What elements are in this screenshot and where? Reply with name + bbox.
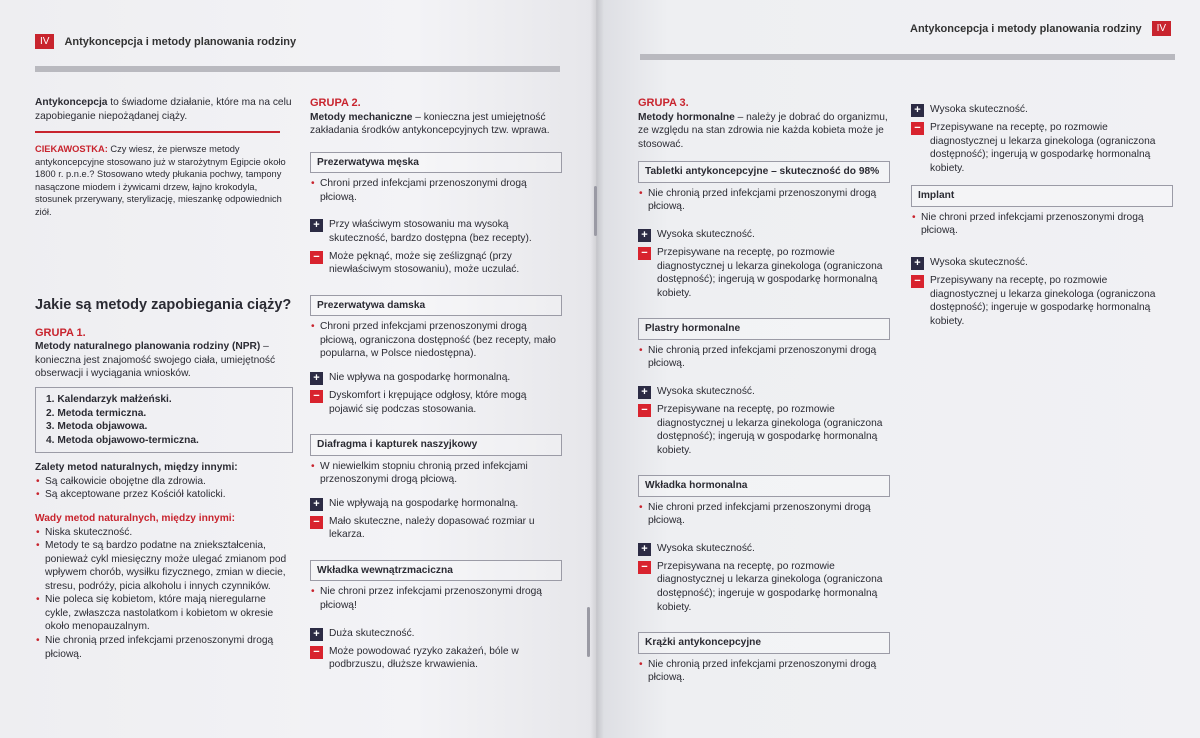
left-header (35, 34, 296, 49)
method-bullet: • Nie chroni przez infekcjami przenoszonymi drogą płciową! (310, 585, 562, 612)
disadvantage-row (638, 560, 890, 614)
disadvantage-row (310, 515, 562, 542)
group2-label: GRUPA 2. (310, 97, 361, 109)
cons-title: Wady metod naturalnych, między innymi: (35, 512, 236, 524)
cons-item: • Niska skuteczność. (35, 526, 293, 540)
plus-icon: + (310, 498, 323, 511)
minus-icon: − (310, 516, 323, 529)
method-box-title: Prezerwatywa męska (310, 152, 562, 174)
method-bullet: • Nie chronią przed infekcjami przenoszonymi drogą płciową. (638, 344, 890, 371)
advantage-text: Przy właściwym stosowaniu ma wysoką skuteczność, bardzo dostępna (bez recepty). (329, 219, 532, 244)
minus-icon: − (911, 275, 924, 288)
group3-desc (638, 111, 890, 152)
section-title: Jakie są metody zapobiegania ciąży? (35, 297, 292, 314)
method-box-title: Prezerwatywa damska (310, 295, 562, 317)
minus-icon: − (310, 646, 323, 659)
method-bullet: • Nie chronią przed infekcjami przenoszonymi drogą płciową. (638, 658, 890, 685)
disadvantage-text: Dyskomfort i krępujące odgłosy, które mogą pojawić się podczas stosowania. (329, 389, 527, 415)
disadvantage-row (638, 246, 890, 300)
group3-name: Metody hormonalne (638, 111, 735, 123)
chapter-badge: IV (1152, 21, 1171, 36)
advantage-text: Wysoka skuteczność. (657, 229, 755, 240)
pros-title: Zalety metod naturalnych, między innymi: (35, 462, 238, 474)
disadvantage-text: Mało skuteczne, należy dopasować rozmiar u lekarza. (329, 515, 535, 541)
group1-name: Metody naturalnego planowania rodziny (NPR) (35, 341, 261, 353)
advantage-text: Duża skuteczność. (329, 627, 415, 639)
group2-name: Metody mechaniczne (310, 111, 413, 123)
advantage-row (638, 228, 890, 242)
minus-icon: − (638, 561, 651, 574)
right-header-rule (640, 54, 1175, 60)
fact-paragraph (35, 143, 293, 218)
advantage-row (911, 103, 1173, 117)
minus-icon: − (310, 390, 323, 403)
intro-term: Antykoncepcja (35, 97, 108, 108)
plus-icon: + (638, 543, 651, 556)
group1-desc (35, 340, 293, 381)
advantage-text: Wysoka skuteczność. (930, 256, 1028, 268)
plus-icon: + (911, 257, 924, 270)
disadvantage-row (310, 250, 562, 277)
disadvantage-row (310, 645, 562, 672)
column-3 (638, 96, 890, 685)
method-bullet: • Nie chroni przed infekcjami przenoszonymi drogą płciową. (638, 501, 890, 528)
pros-item: • Są całkowicie obojętne dla zdrowia. (35, 475, 293, 489)
disadvantage-text: Przepisywany na receptę, po rozmowie diagnostycznej u lekarza ginekologa (ograniczona dostępność); ingeruje w gospodarkę hormonalną kobiety. (930, 274, 1156, 327)
advantage-row (310, 371, 562, 385)
cons-item: • Nie poleca się kobietom, które mają nieregularne cykle, zwłaszcza nastolatkom i kobietom w okresie około menopauzalnym. (35, 593, 293, 634)
advantage-text: Nie wpływa na gospodarkę hormonalną. (329, 371, 511, 383)
method-bullet: • Chroni przed infekcjami przenoszonymi drogą płciową, ograniczona dostępność (bez recepty, mało popularna, w Polsce niedostępna). (310, 320, 562, 361)
disadvantage-text: Może pęknąć, może się ześlizgnąć (przy niewłaściwym stosowaniu), może uczulać. (329, 250, 520, 276)
fact-label: CIEKAWOSTKA: (35, 144, 108, 155)
minus-icon: − (310, 251, 323, 264)
plus-icon: + (310, 219, 323, 232)
method-box-title: Implant (911, 185, 1173, 207)
method-item: 3. Metoda objawowa. (46, 421, 148, 433)
disadvantage-row (310, 389, 562, 416)
group1-label: GRUPA 1. (35, 326, 86, 339)
disadvantage-row (911, 121, 1173, 175)
plus-icon: + (310, 372, 323, 385)
column-2 (310, 96, 562, 672)
plus-icon: + (911, 104, 924, 117)
disadvantage-text: Może powodować ryzyko zakażeń, bóle w podbrzuszu, dłuższe krwawienia. (329, 645, 519, 671)
plus-icon: + (310, 628, 323, 641)
intro-text: to świadome działanie, które ma na celu zapobieganie niepożądanej ciąży. (35, 97, 292, 122)
advantage-row (310, 218, 562, 245)
advantage-row (310, 497, 562, 511)
advantage-text: Wysoka skuteczność. (657, 385, 755, 397)
advantage-row (911, 256, 1173, 270)
minus-icon: − (638, 404, 651, 417)
minus-icon: − (911, 122, 924, 135)
method-bullet: • Chroni przed infekcjami przenoszonymi drogą płciową. (310, 177, 562, 204)
advantage-row (638, 385, 890, 399)
column-1 (35, 96, 293, 661)
disadvantage-row (911, 274, 1173, 328)
intro-divider (35, 131, 280, 133)
method-bullet: • Nie chroni przed infekcjami przenoszonymi drogą płciową. (911, 211, 1173, 238)
advantage-text: Nie wpływają na gospodarkę hormonalną. (329, 497, 519, 509)
minus-icon: − (638, 247, 651, 260)
group3-text: – należy je dobrać do organizmu, ze względu na stan zdrowia nie każda kobieta może je stosować. (638, 111, 888, 150)
plus-icon: + (638, 229, 651, 242)
advantage-row (638, 542, 890, 556)
method-box-title: Wkładka hormonalna (638, 475, 890, 497)
fact-text: Czy wiesz, że pierwsze metody antykoncepcyjne stosowano już w starożytnym Egipcie około 1800 r. p.n.e.? Stosowano wtedy płukania pochwy, tampony nasączone miodem i żywicami drzew, łajno krokodyla, stosunek przerywany, sterylizację, mieszankę odpowiednich ziół. (35, 144, 286, 217)
disadvantage-text: Przepisywane na receptę, po rozmowie diagnostycznej u lekarza ginekologa (ograniczona dostępność); ingerują w gospodarkę hormonalną kobiety. (657, 247, 883, 299)
disadvantage-text: Przepisywane na receptę, po rozmowie diagnostycznej u lekarza ginekologa (ograniczona dostępność); ingerują w gospodarkę hormonalną kobiety. (657, 403, 883, 456)
group2-text: – konieczna jest umiejętność zakładania środków antykoncepcyjnych tzw. wprawa. (310, 111, 550, 137)
method-box-title: Krążki antykoncepcyjne (638, 632, 890, 654)
right-header (910, 21, 1171, 36)
intro-paragraph (35, 96, 293, 123)
staple-bottom (587, 607, 590, 657)
group3-label: GRUPA 3. (638, 97, 689, 109)
methods-list (35, 387, 293, 453)
header-title: Antykoncepcja i metody planowania rodziny (910, 22, 1142, 35)
method-bullet: • Nie chronią przed infekcjami przenoszonymi drogą płciową. (638, 187, 890, 214)
disadvantage-text: Przepisywane na receptę, po rozmowie diagnostycznej u lekarza ginekologa (ograniczona dostępność); ingerują w gospodarkę hormonalną kobiety. (930, 122, 1156, 174)
chapter-badge: IV (35, 34, 54, 49)
method-box-title: Wkładka wewnątrzmaciczna (310, 560, 562, 582)
method-item: 2. Metoda termiczna. (46, 407, 147, 419)
advantage-text: Wysoka skuteczność. (657, 542, 755, 554)
method-bullet: • W niewielkim stopniu chronią przed infekcjami przenoszonymi drogą płciową. (310, 460, 562, 487)
left-header-rule (35, 66, 560, 72)
cons-item: • Metody te są bardzo podatne na zniekształcenia, ponieważ cykl miesięczny może ulegać zmianom pod wpływem chorób, wysiłku fizycznego, zmian w diecie, stresu, podróży, picia alkoholu i innych czynników. (35, 539, 293, 593)
group2-desc (310, 111, 562, 138)
disadvantage-row (638, 403, 890, 457)
column-4 (911, 103, 1173, 328)
pros-item: • Są akceptowane przez Kościół katolicki. (35, 488, 293, 502)
group1-text: – konieczna jest znajomość swojego ciała, umiejętność obserwacji i wyciągania wniosków. (35, 341, 276, 380)
advantage-text: Wysoka skuteczność. (930, 104, 1028, 115)
advantage-row (310, 627, 562, 641)
page-fold (590, 0, 604, 738)
header-title: Antykoncepcja i metody planowania rodziny (64, 35, 297, 48)
method-item: 4. Metoda objawowo-termiczna. (46, 434, 199, 446)
method-box-title: Plastry hormonalne (638, 318, 890, 340)
method-box-title: Diafragma i kapturek naszyjkowy (310, 434, 562, 456)
method-box-title: Tabletki antykoncepcyjne – skuteczność do 98% (638, 161, 890, 183)
plus-icon: + (638, 386, 651, 399)
method-item: 1. Kalendarzyk małżeński. (46, 394, 172, 405)
cons-item: • Nie chronią przed infekcjami przenoszonymi drogą płciową. (35, 634, 293, 661)
staple-top (594, 186, 597, 236)
disadvantage-text: Przepisywana na receptę, po rozmowie diagnostycznej u lekarza ginekologa (ograniczona dostępność); ingeruje w gospodarkę hormonalną kobiety. (657, 560, 883, 613)
